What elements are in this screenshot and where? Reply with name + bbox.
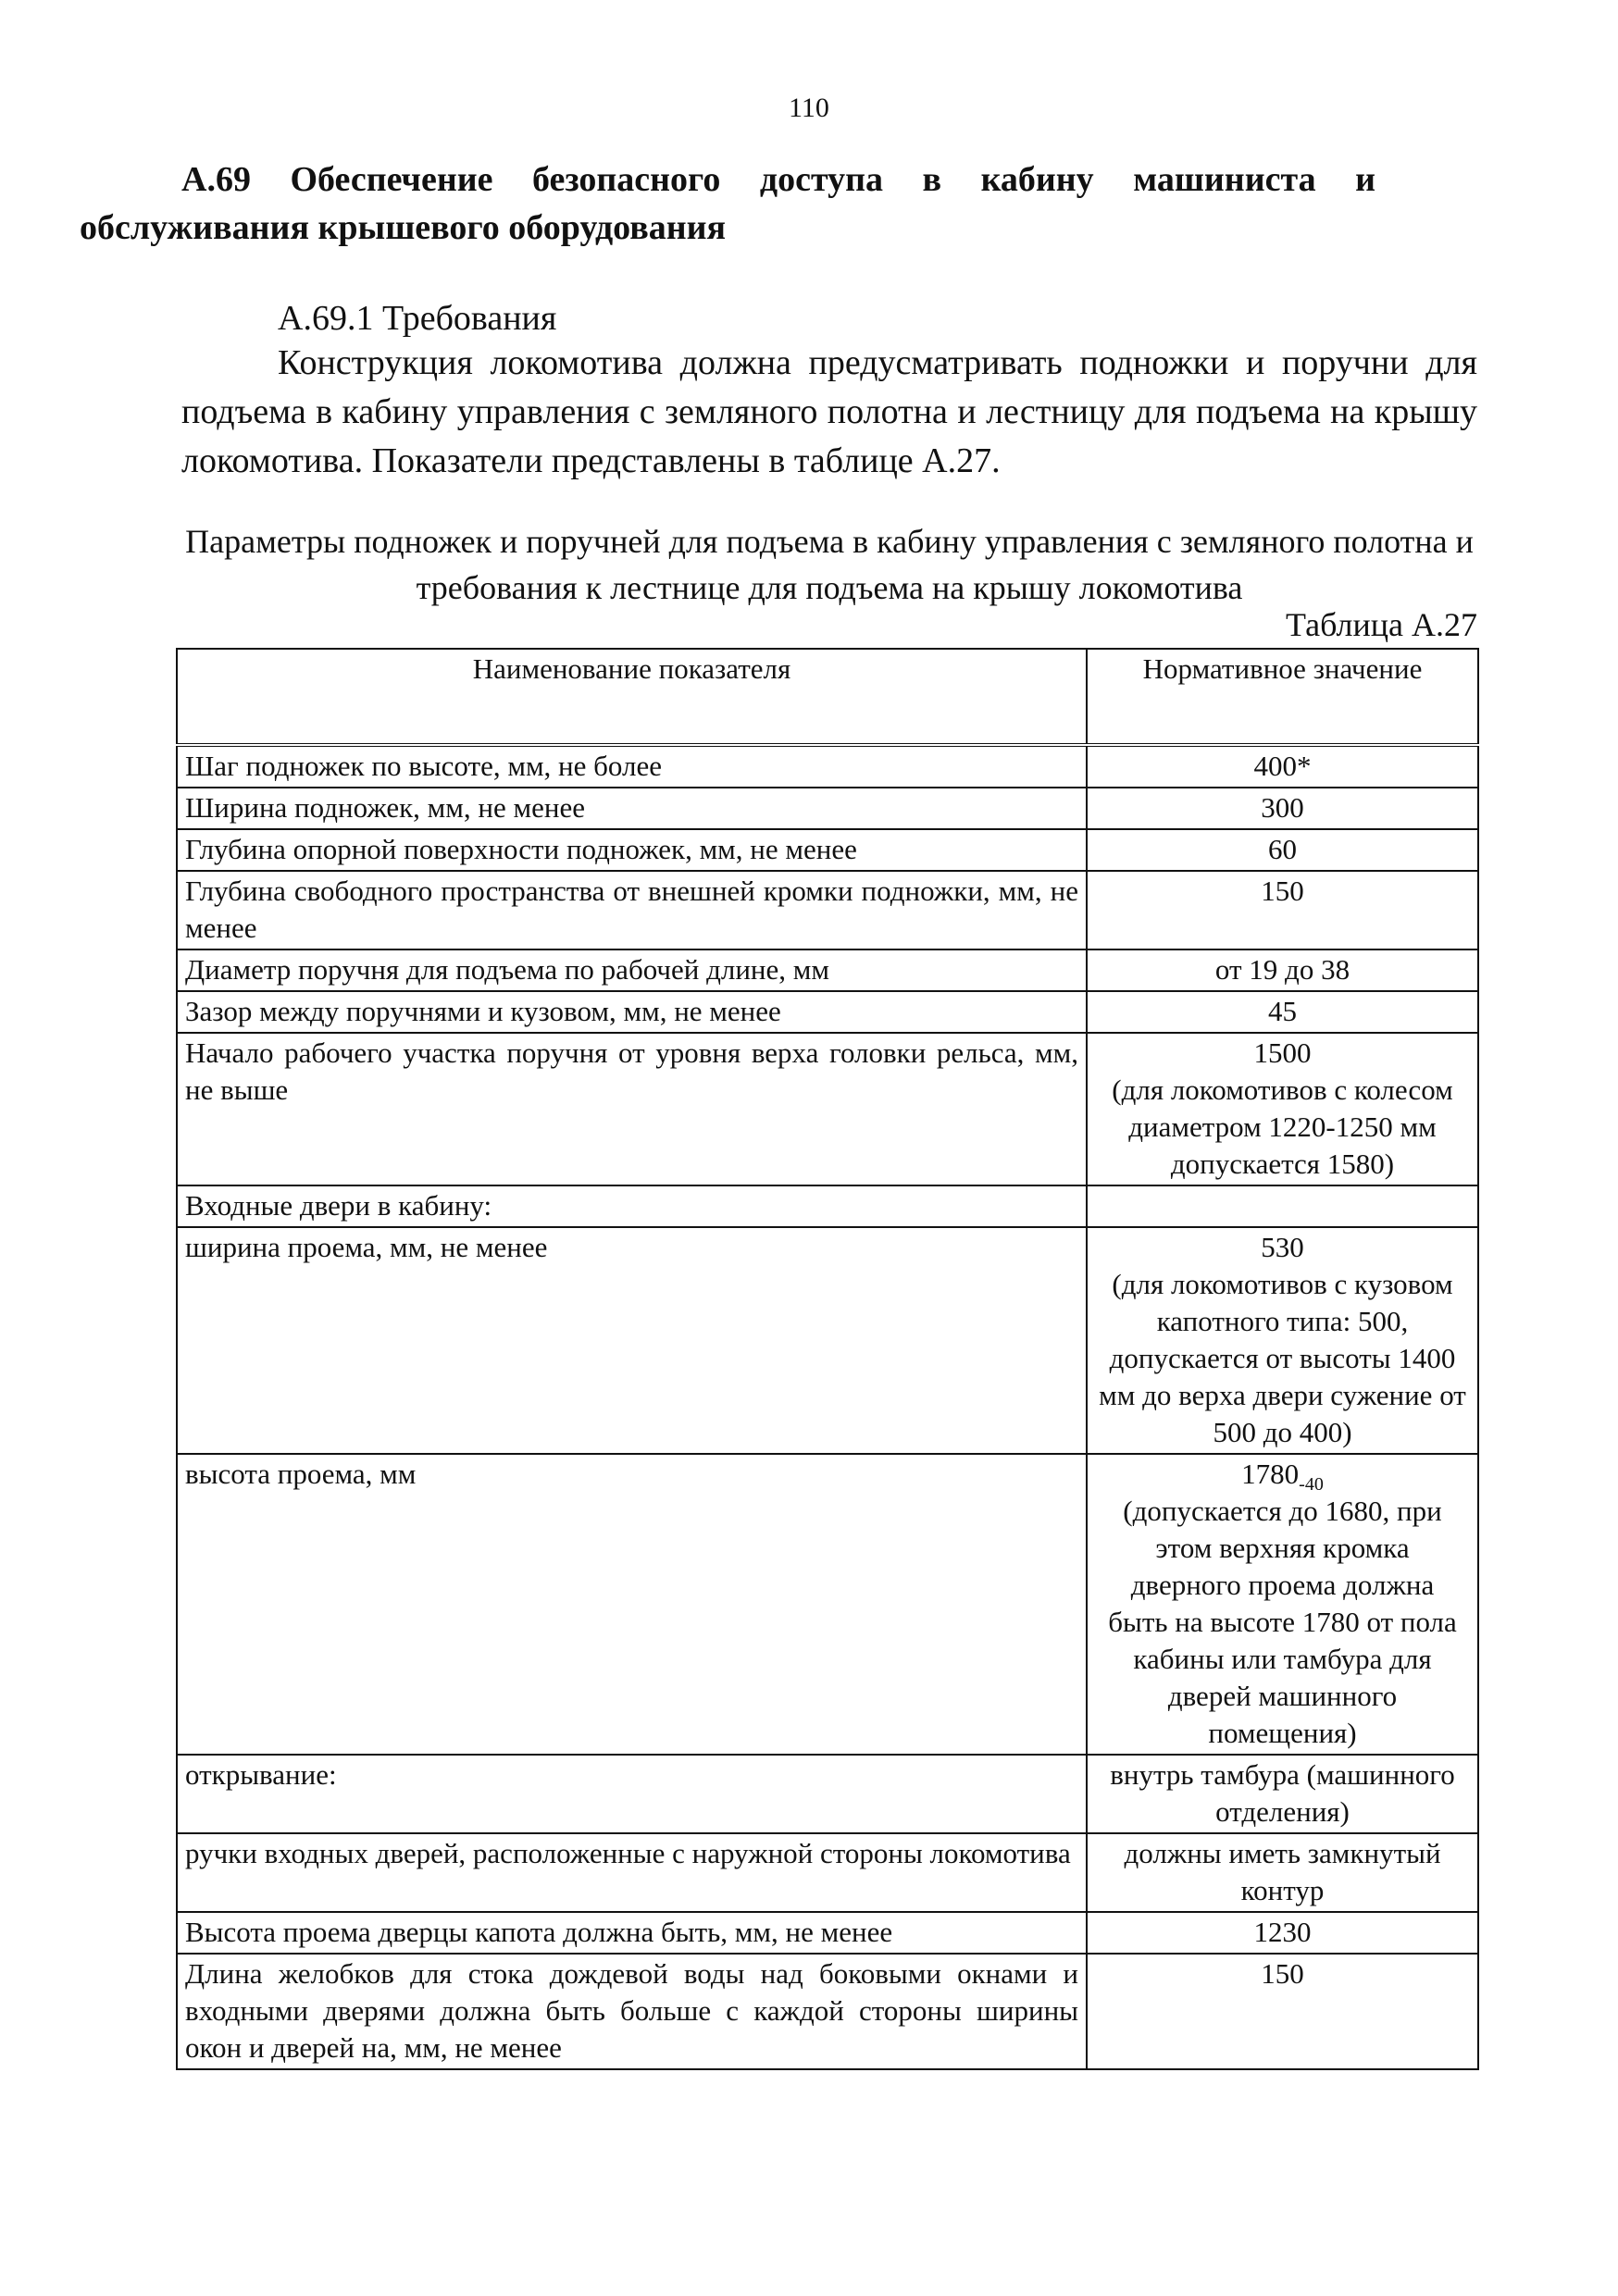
- table-label: Таблица А.27: [1286, 606, 1477, 643]
- row-value-number: 1780: [1241, 1458, 1300, 1490]
- row-name: Шаг подножек по высоте, мм, не более: [177, 745, 1087, 788]
- table-header-row: [177, 649, 1478, 745]
- row-value: [1087, 1454, 1478, 1755]
- row-name: Диаметр поручня для подъема по рабочей длине, мм: [177, 949, 1087, 991]
- row-value: 150: [1087, 871, 1478, 949]
- row-name: Глубина опорной поверхности подножек, мм, не менее: [177, 829, 1087, 871]
- row-value: 300: [1087, 788, 1478, 829]
- row-name: Ширина подножек, мм, не менее: [177, 788, 1087, 829]
- row-value: 150: [1087, 1954, 1478, 2069]
- subsection-title: А.69.1 Требования: [278, 299, 557, 338]
- header-value: Нормативное значение: [1087, 649, 1478, 745]
- header-name: Наименование показателя: [177, 649, 1087, 745]
- row-name: Зазор между поручнями и кузовом, мм, не менее: [177, 991, 1087, 1033]
- table-row: [177, 829, 1478, 871]
- table-row: [177, 1912, 1478, 1954]
- row-value: от 19 до 38: [1087, 949, 1478, 991]
- row-name: открывание:: [177, 1755, 1087, 1833]
- row-value-main: [1099, 1456, 1466, 1496]
- spec-table: [176, 648, 1479, 2070]
- row-value: должны иметь замкнутый контур: [1087, 1833, 1478, 1912]
- row-value-main: 530: [1261, 1231, 1304, 1263]
- row-value: 1230: [1087, 1912, 1478, 1954]
- row-value-main: 1500: [1253, 1036, 1312, 1069]
- row-value-note: (для локомотивов с колесом диаметром 1220-1250 мм допускается 1580): [1112, 1074, 1453, 1180]
- row-name: ручки входных дверей, расположенные с наружной стороны локомотива: [177, 1833, 1087, 1912]
- table-row: [177, 1454, 1478, 1755]
- row-value: 60: [1087, 829, 1478, 871]
- row-value-tolerance: -40: [1299, 1474, 1324, 1496]
- table-row: [177, 788, 1478, 829]
- table-row: [177, 745, 1478, 788]
- row-value: 400*: [1087, 745, 1478, 788]
- section-heading: А.69 Обеспечение безопасного доступа в кабину машиниста и обслуживания крышевого оборудования: [80, 160, 1375, 247]
- row-value: [1087, 1033, 1478, 1185]
- page-number: 110: [789, 93, 829, 123]
- row-value: 45: [1087, 991, 1478, 1033]
- table-row: [177, 949, 1478, 991]
- row-name: высота проема, мм: [177, 1454, 1087, 1755]
- table-row: [177, 1185, 1478, 1227]
- row-value: [1087, 1227, 1478, 1454]
- body-paragraph: Конструкция локомотива должна предусматривать подножки и поручни для подъема в кабину управления с земляного полотна и лестницу для подъема на крышу локомотива. Показатели представлены в таблице А.27.: [181, 343, 1477, 480]
- table-row: [177, 1954, 1478, 2069]
- table-row: [177, 1227, 1478, 1454]
- row-value-note: (допускается до 1680, при этом верхняя кромка дверного проема должна быть на высоте 1780 от пола кабины или тамбура для дверей машинного помещения): [1108, 1495, 1457, 1749]
- table-row: [177, 1033, 1478, 1185]
- table-row: [177, 871, 1478, 949]
- row-value: внутрь тамбура (машинного отделения): [1087, 1755, 1478, 1833]
- row-name: Длина желобков для стока дождевой воды над боковыми окнами и входными дверями должна быть больше с каждой стороны ширины окон и дверей на, мм, не менее: [177, 1954, 1087, 2069]
- table-row: [177, 1755, 1478, 1833]
- row-name: Начало рабочего участка поручня от уровня верха головки рельса, мм, не выше: [177, 1033, 1087, 1185]
- table-row: [177, 1833, 1478, 1912]
- row-name: ширина проема, мм, не менее: [177, 1227, 1087, 1454]
- row-value-note: (для локомотивов с кузовом капотного типа: 500, допускается от высоты 1400 мм до верха двери сужение от 500 до 400): [1099, 1268, 1466, 1448]
- row-name: Высота проема дверцы капота должна быть, мм, не менее: [177, 1912, 1087, 1954]
- row-value: [1087, 1185, 1478, 1227]
- row-name: Входные двери в кабину:: [177, 1185, 1087, 1227]
- table-row: [177, 991, 1478, 1033]
- table-caption: Параметры подножек и поручней для подъема в кабину управления с земляного полотна и требования к лестнице для подъема на крышу локомотива: [185, 523, 1474, 606]
- row-name: Глубина свободного пространства от внешней кромки подножки, мм, не менее: [177, 871, 1087, 949]
